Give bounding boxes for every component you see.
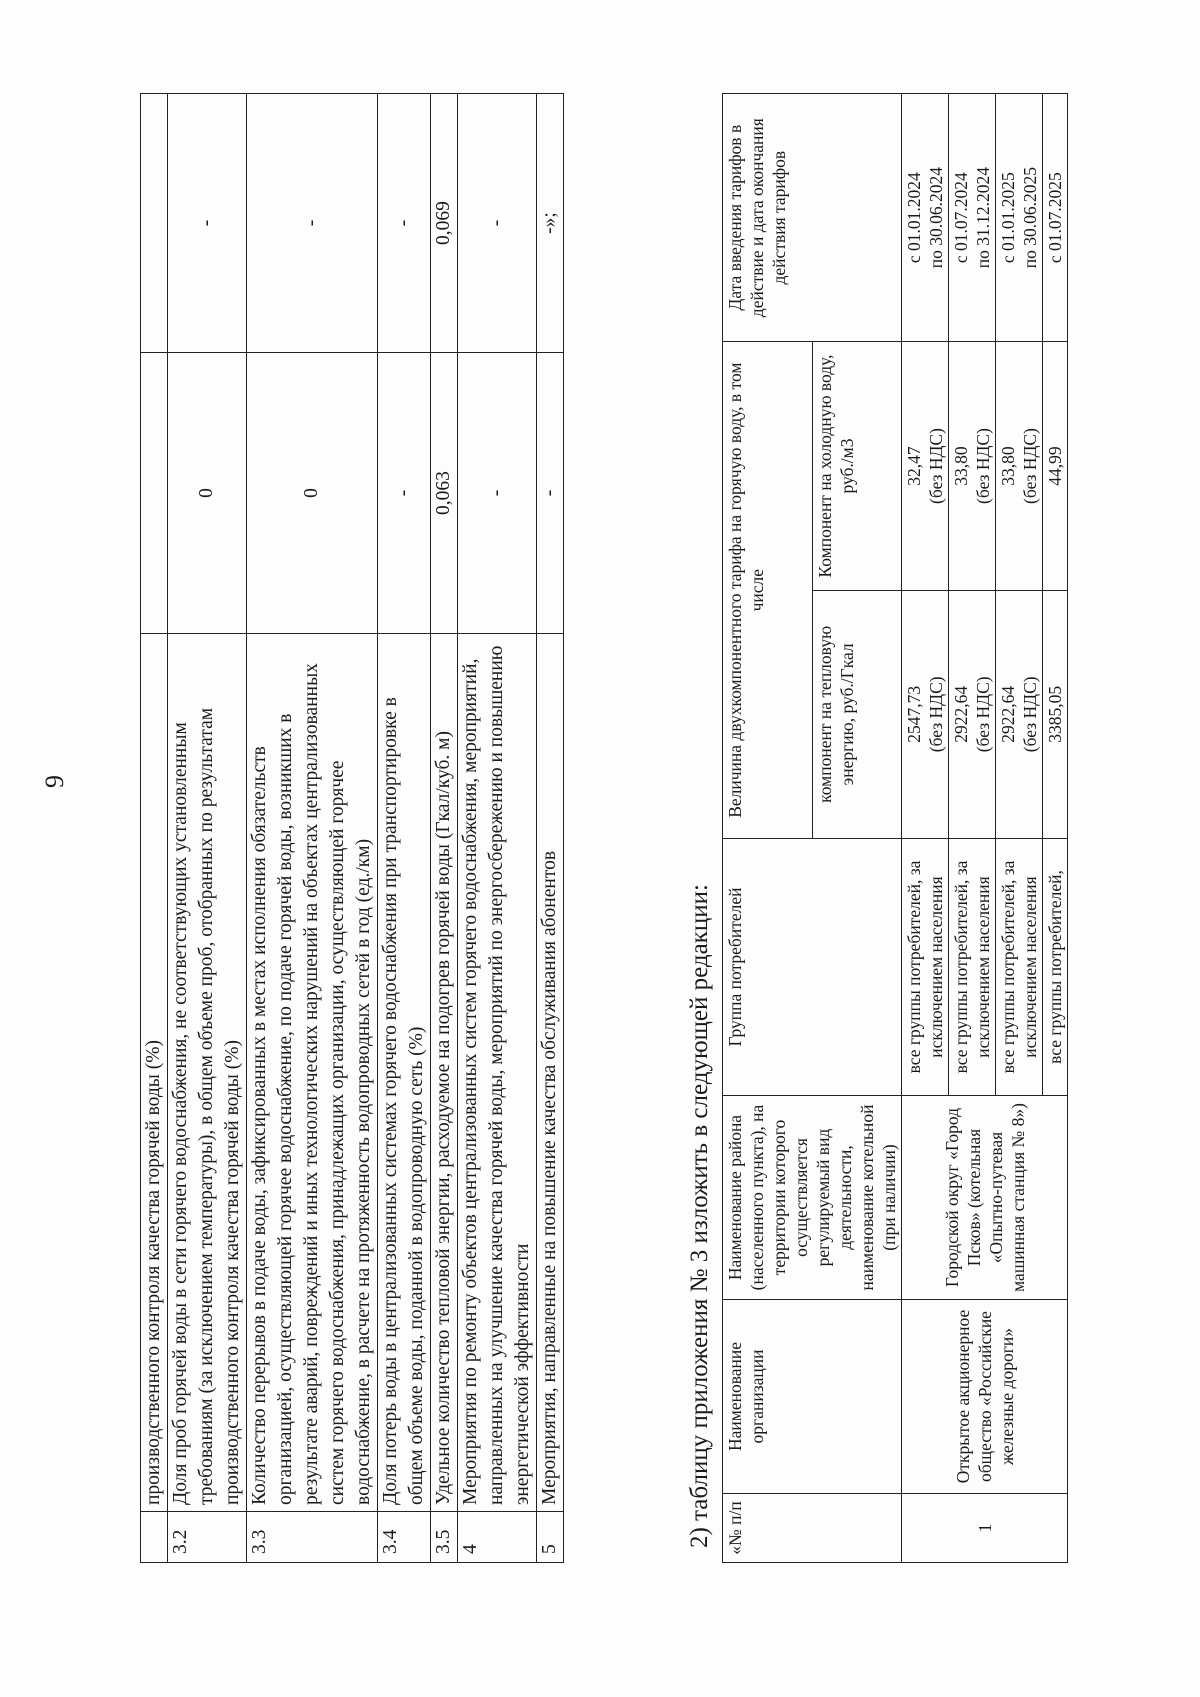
- table-row: [537, 94, 564, 1563]
- consumer-group: все группы потребителей, за исключением населения: [949, 839, 996, 1096]
- table-row: [168, 94, 247, 1563]
- tariff-dates: [1043, 94, 1068, 342]
- cold-value: 33,80: [951, 446, 971, 486]
- cold-component: [949, 342, 996, 590]
- table-row: [378, 94, 431, 1563]
- header-consumer-group: Группа потребителей: [723, 839, 902, 1096]
- heat-value: 2922,64: [998, 685, 1018, 743]
- value-cell: -: [247, 94, 378, 353]
- value-cell: -»;: [537, 94, 564, 353]
- table-row: [141, 94, 168, 1563]
- value-cell: 0: [247, 353, 378, 634]
- header-cold-component: Компонент на холодную воду, руб./м3: [812, 342, 902, 590]
- value-cell: -: [378, 94, 431, 353]
- header-tariff: Величина двухкомпонентного тарифа на горячую воду, в том числе: [723, 342, 813, 839]
- row-number: [141, 1512, 168, 1563]
- tariff-dates: [949, 94, 996, 342]
- date-from: с 01.07.2025: [1045, 172, 1065, 264]
- cold-component: [1043, 342, 1068, 590]
- row-pp: 1: [902, 1494, 1068, 1563]
- heat-value: 2547,73: [904, 685, 924, 743]
- row-number: 3.5: [431, 1512, 458, 1563]
- organization-name: Открытое акционерное общество «Российские железные дороги»: [902, 1300, 1068, 1494]
- value-cell: -: [378, 353, 431, 634]
- table-row: [902, 94, 949, 1563]
- indicator-text: Доля потерь воды в централизованных системах горячего водоснабжения при транспортировке в общем объеме воды, поданной в водопроводную сеть (%): [378, 634, 431, 1512]
- indicator-text: Количество перерывов в подаче воды, зафиксированных в местах исполнения обязательств организацией, осуществляющей горячее водоснабжение, по подаче горячей воды, возникших в результате аварий, повреждений и иных технологических нарушений на объектах централизованных систем горячего водоснабжения, принадлежащих организации, осуществляющей горячее водоснабжение, в расчете на протяженность водопроводных сетей в год (ед./км): [247, 634, 378, 1512]
- header-organization: Наименование организации: [723, 1300, 902, 1494]
- date-to: по 30.06.2024: [926, 167, 946, 269]
- row-number: 3.4: [378, 1512, 431, 1563]
- cold-component: [996, 342, 1043, 590]
- cold-value: 44,99: [1045, 446, 1065, 486]
- value-cell: -: [458, 353, 537, 634]
- heat-component: [996, 590, 1043, 838]
- heat-note: (без НДС): [973, 676, 993, 753]
- row-number: 4: [458, 1512, 537, 1563]
- tariff-table: [722, 93, 1068, 1563]
- cold-value: 33,80: [998, 446, 1018, 486]
- consumer-group: все группы потребителей, за исключением населения: [902, 839, 949, 1096]
- value-cell: 0: [168, 353, 247, 634]
- date-from: с 01.01.2024: [904, 172, 924, 264]
- header-heat-component: компонент на тепловую энергию, руб./Гкал: [812, 590, 902, 838]
- cold-value: 32,47: [904, 446, 924, 486]
- consumer-group: все группы потребителей, за исключением населения: [996, 839, 1043, 1096]
- heat-component: [902, 590, 949, 838]
- heat-value: 2922,64: [951, 685, 971, 743]
- date-from: с 01.01.2025: [998, 172, 1018, 264]
- indicator-text: Удельное количество тепловой энергии, расходуемое на подогрев горячей воды (Гкал/куб. м): [431, 634, 458, 1512]
- header-dates: Дата введения тарифов в действие и дата окончания действия тарифов: [723, 94, 902, 342]
- cold-note: (без НДС): [1020, 428, 1040, 504]
- row-number: 5: [537, 1512, 564, 1563]
- table-row: [458, 94, 537, 1563]
- rotated-content: [40, 93, 1065, 1563]
- header-row: [723, 94, 813, 1563]
- value-cell: [141, 353, 168, 634]
- date-to: по 30.06.2025: [1020, 167, 1040, 269]
- value-cell: -: [168, 94, 247, 353]
- heat-component: [1043, 590, 1068, 838]
- heat-note: (без НДС): [1020, 676, 1040, 753]
- date-from: с 01.07.2024: [951, 172, 971, 264]
- tariff-dates: [902, 94, 949, 342]
- cold-component: [902, 342, 949, 590]
- heat-value: 3385,05: [1045, 685, 1065, 743]
- section-heading: 2) таблицу приложения № 3 изложить в следующей редакции:: [686, 884, 713, 1548]
- district-name: Городской округ «Город Псков» (котельная «Опытно-путевая машинная станция № 8»): [902, 1096, 1068, 1300]
- value-cell: -: [537, 353, 564, 634]
- consumer-group: все группы потребителей,: [1043, 839, 1068, 1096]
- tariff-dates: [996, 94, 1043, 342]
- header-pp: «№ п/п: [723, 1494, 902, 1563]
- value-cell: 0,063: [431, 353, 458, 634]
- date-to: по 31.12.2024: [973, 167, 993, 269]
- indicator-text: производственного контроля качества горячей воды (%): [141, 634, 168, 1512]
- row-number: 3.3: [247, 1512, 378, 1563]
- indicator-text: Доля проб горячей воды в сети горячего водоснабжения, не соответствующих установленным требованиям (за исключением температуры), в общем объеме проб, отобранных по результатам производственного контроля качества горячей воды (%): [168, 634, 247, 1512]
- cold-note: (без НДС): [926, 428, 946, 504]
- indicator-text: Мероприятия, направленные на повышение качества обслуживания абонентов: [537, 634, 564, 1512]
- indicators-table: [140, 93, 564, 1563]
- table-row: [247, 94, 378, 1563]
- page-number: 9: [40, 775, 69, 788]
- value-cell: 0,069: [431, 94, 458, 353]
- heat-note: (без НДС): [926, 676, 946, 753]
- heat-component: [949, 590, 996, 838]
- table-row: [431, 94, 458, 1563]
- row-number: 3.2: [168, 1512, 247, 1563]
- header-district: Наименование района (населенного пункта), на территории которого осуществляется регулируемый вид деятельности, наименование котельной (при наличии): [723, 1096, 902, 1300]
- value-cell: -: [458, 94, 537, 353]
- indicator-text: Мероприятия по ремонту объектов централизованных систем горячего водоснабжения, мероприятий, направленных на улучшение качества горячей воды, мероприятий по энергосбережению и повышению энергетической эффективности: [458, 634, 537, 1512]
- cold-note: (без НДС): [973, 428, 993, 504]
- value-cell: [141, 94, 168, 353]
